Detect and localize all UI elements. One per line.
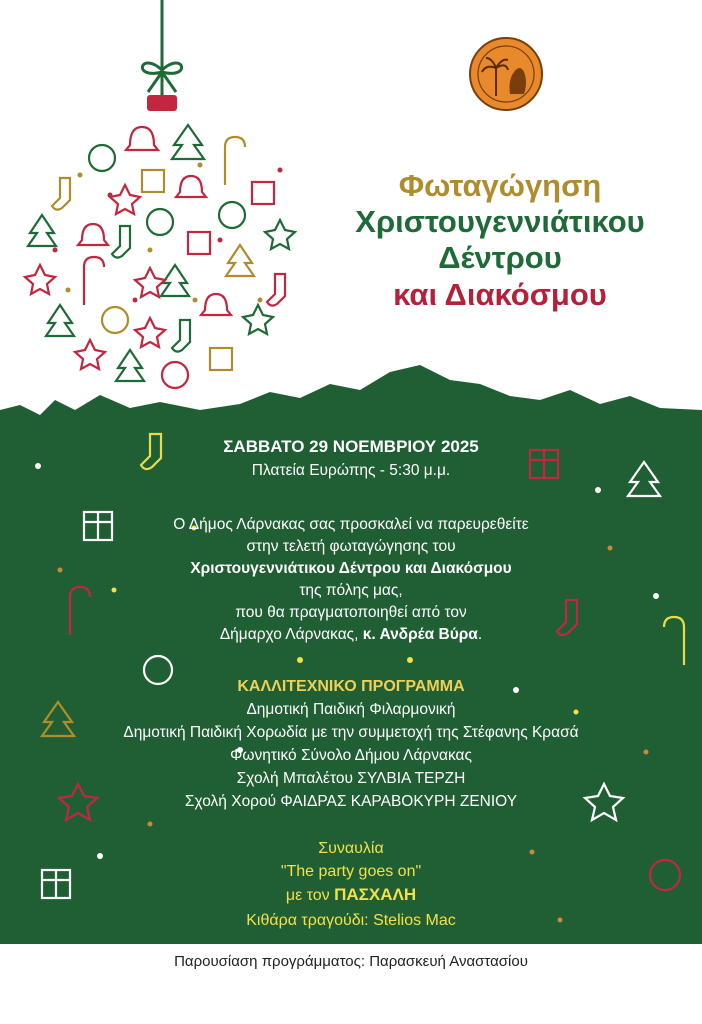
program-item: Δημοτική Παιδική Φιλαρμονική (246, 701, 456, 718)
concert-artist: ΠΑΣΧΑΛΗ (334, 885, 417, 904)
event-place-time: Πλατεία Ευρώπης - 5:30 μ.μ. (251, 462, 451, 479)
title-line-3: Δέντρου (438, 240, 562, 275)
footer-presenter: Παρουσίαση προγράμματος: Παρασκευή Αναστασίου (174, 953, 528, 970)
program-heading: ΚΑΛΛΙΤΕΧΝΙΚΟ ΠΡΟΓΡΑΜΜΑ (237, 678, 465, 695)
concert-line-3 (0, 884, 702, 907)
invitation-line-4: της πόλης μας, (299, 582, 403, 599)
municipality-logo-icon (468, 36, 544, 112)
invitation-line-3: Χριστουγεννιάτικου Δέντρου και Διακόσμου (190, 560, 512, 577)
program-item: Δημοτική Παιδική Χορωδία με την συμμετοχή της Στέφανης Κρασά (123, 724, 579, 741)
concert-line-1: Συναυλία (318, 840, 384, 857)
program-item: Σχολή Χορού ΦΑΙΔΡΑΣ ΚΑΡΑΒΟΚΥΡΗ ΖΕΝΙΟΥ (184, 793, 518, 810)
ornament-bauble-icon (20, 0, 320, 405)
mayor-prefix: Δήμαρχο Λάρνακας, (219, 626, 359, 643)
mayor-name: κ. Ανδρέα Βύρα (362, 626, 478, 643)
invitation-line-5: που θα πραγματοποιηθεί από τον (235, 604, 467, 621)
concert-prefix: με τον (285, 887, 330, 904)
title-line-1: Φωταγώγηση (398, 168, 602, 203)
title-line-2: Χριστουγεννιάτικου (355, 204, 645, 239)
event-date: ΣΑΒΒΑΤΟ 29 ΝΟΕΜΒΡΙΟΥ 2025 (223, 437, 479, 456)
invitation-line-1: Ο Δήμος Λάρνακας σας προσκαλεί να παρευρεθείτε (173, 516, 529, 533)
concert-line-2: "The party goes on" (280, 863, 422, 880)
invitation-line-2: στην τελετή φωταγώγησης του (246, 538, 456, 555)
program-item: Φωνητικό Σύνολο Δήμου Λάρνακας (230, 747, 472, 764)
mayor-suffix: . (477, 626, 483, 643)
title-line-4: και Διακόσμου (393, 277, 607, 312)
invitation-line-6 (0, 624, 702, 646)
concert-line-4: Κιθάρα τραγούδι: Stelios Mac (246, 912, 456, 929)
program-item: Σχολή Μπαλέτου ΣΥΛΒΙΑ ΤΕΡΖΗ (236, 770, 466, 787)
